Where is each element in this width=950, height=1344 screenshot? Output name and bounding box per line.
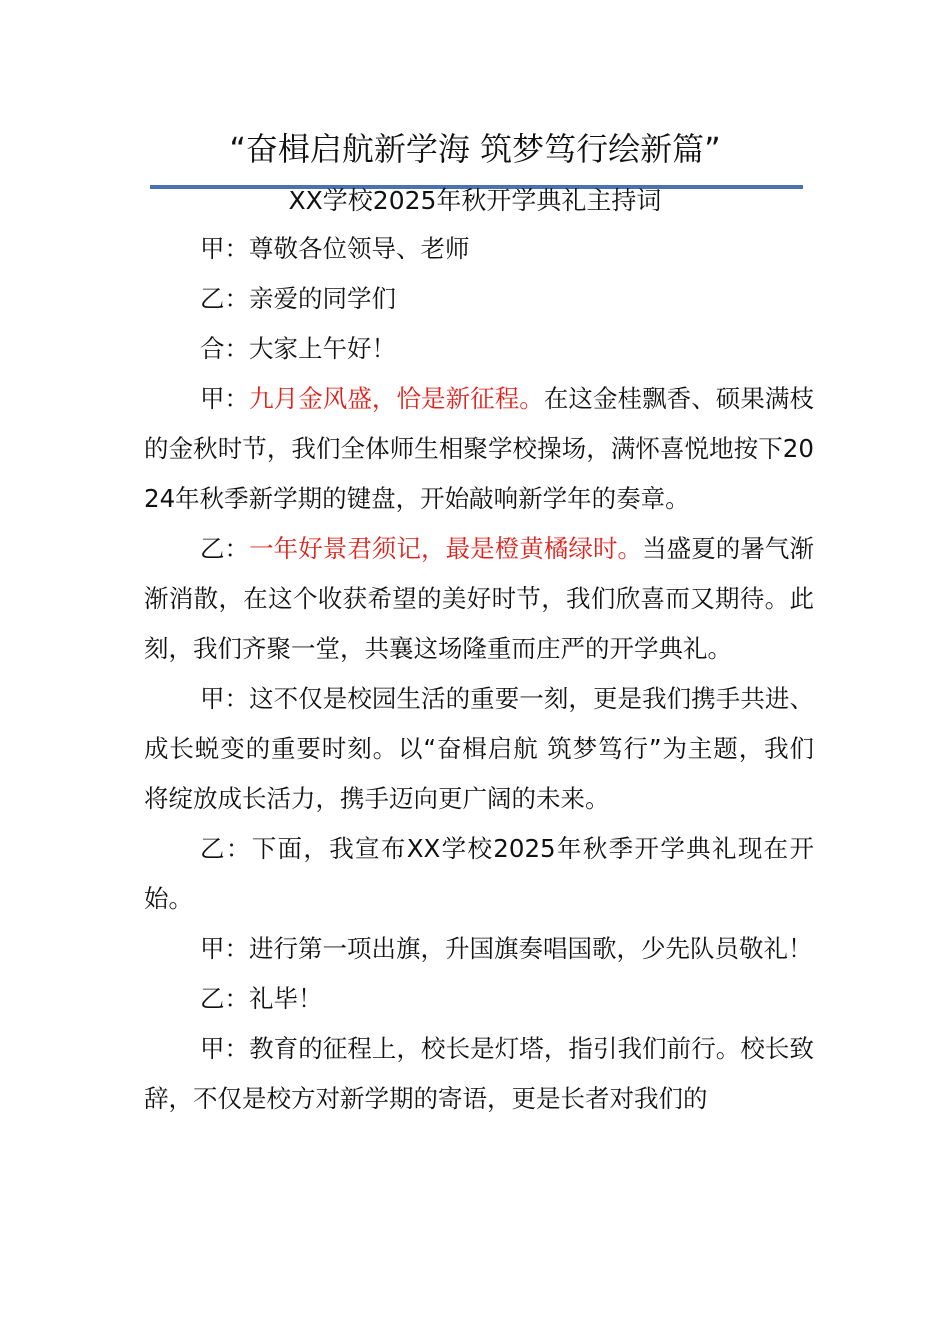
speaker-label: 合： bbox=[200, 334, 249, 363]
paragraph bbox=[144, 374, 814, 524]
highlight-text: 一年好景君须记，最是橙黄橘绿时。 bbox=[249, 534, 643, 563]
paragraph bbox=[144, 824, 814, 924]
paragraph-text: 尊敬各位领导、老师 bbox=[249, 234, 470, 263]
paragraph bbox=[144, 274, 814, 324]
speaker-label: 甲： bbox=[200, 234, 249, 263]
speaker-label: 甲： bbox=[200, 384, 250, 413]
highlight-text: 九月金风盛，恰是新征程。 bbox=[249, 384, 544, 413]
paragraph-text: 亲爱的同学们 bbox=[249, 284, 396, 313]
paragraph-text: 大家上午好！ bbox=[249, 334, 396, 363]
speaker-label: 乙： bbox=[200, 284, 249, 313]
paragraph-text: 进行第一项出旗，升国旗奏唱国歌，少先队员敬礼！ bbox=[249, 934, 813, 963]
document-subtitle: XX学校2025年秋开学典礼主持词 bbox=[288, 186, 662, 215]
paragraph-text: 下面，我宣布XX学校2025年秋季开学典礼现在开始。 bbox=[144, 834, 815, 913]
document-title: “奋楫启航新学海 筑梦笃行绘新篇” bbox=[229, 130, 721, 168]
speaker-label: 乙： bbox=[200, 984, 249, 1013]
speaker-label: 甲： bbox=[200, 934, 249, 963]
paragraph bbox=[144, 924, 814, 974]
paragraph bbox=[144, 324, 814, 374]
paragraph bbox=[144, 524, 814, 674]
paragraph bbox=[144, 1024, 814, 1124]
speaker-label: 乙： bbox=[200, 534, 250, 563]
paragraph bbox=[144, 224, 814, 274]
speaker-label: 乙： bbox=[200, 834, 252, 863]
paragraph-text: 当盛夏的暑气渐渐消散，在这个收获希望的美好时节，我们欣喜而又期待。此刻，我们齐聚一堂，共襄这场隆重而庄严的开学典礼。 bbox=[144, 534, 814, 663]
speaker-label: 甲： bbox=[200, 1034, 250, 1063]
speaker-label: 甲： bbox=[200, 684, 250, 713]
paragraph-text: 教育的征程上，校长是灯塔，指引我们前行。校长致辞，不仅是校方对新学期的寄语，更是长者对我们的 bbox=[144, 1034, 814, 1113]
paragraph bbox=[144, 974, 814, 1024]
paragraph-text: 这不仅是校园生活的重要一刻，更是我们携手共进、成长蜕变的重要时刻。以“奋楫启航 筑梦笃行”为主题，我们将绽放成长活力，携手迈向更广阔的未来。 bbox=[144, 684, 814, 813]
paragraph-text: 礼毕！ bbox=[249, 984, 323, 1013]
paragraph bbox=[144, 674, 814, 824]
paragraph-text: 在这金桂飘香、硕果满枝的金秋时节，我们全体师生相聚学校操场，满怀喜悦地按下2024年秋季新学期的键盘，开始敲响新学年的奏章。 bbox=[144, 384, 814, 513]
document-body bbox=[144, 224, 814, 1124]
